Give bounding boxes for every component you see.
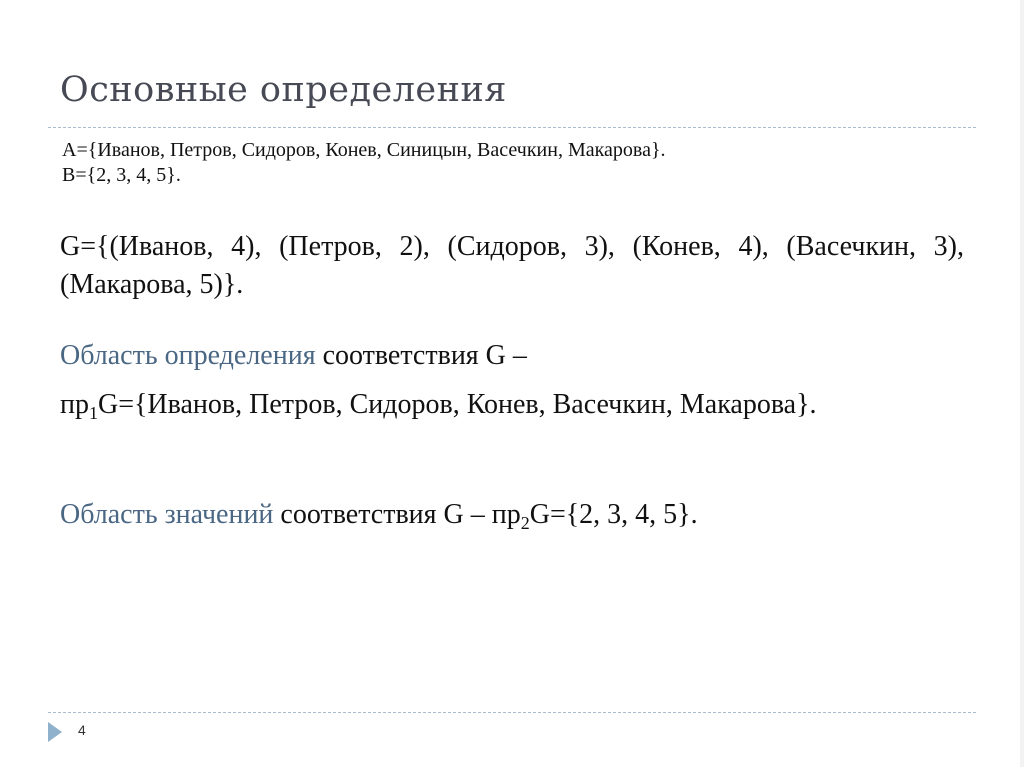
- title-divider: [48, 127, 976, 128]
- set-b: B={2, 3, 4, 5}.: [62, 164, 181, 186]
- domain-proj-value: G={Иванов, Петров, Сидоров, Конев, Васечкин, Макарова}.: [97, 389, 817, 420]
- range-proj-subscript: 2: [520, 513, 530, 533]
- sets-definition: [62, 138, 666, 188]
- range-proj-value: G={2, 3, 4, 5}.: [529, 499, 698, 530]
- footer-divider: [48, 712, 976, 713]
- triangle-right-icon: [48, 722, 62, 742]
- domain-proj-subscript: 1: [88, 403, 98, 423]
- range-definition: [60, 496, 964, 534]
- correspondence-g: G={(Иванов, 4), (Петров, 2), (Сидоров, 3), (Конев, 4), (Васечкин, 3), (Макарова, 5)}.: [60, 231, 964, 300]
- page-number: 4: [78, 722, 86, 738]
- domain-term: Область определения: [60, 340, 316, 371]
- domain-proj-prefix: пр: [60, 389, 89, 420]
- domain-heading: [60, 337, 964, 375]
- range-rest: соответствия G – пр: [273, 499, 521, 530]
- domain-projection: [60, 386, 964, 424]
- range-term: Область значений: [60, 499, 274, 530]
- domain-heading-rest: соответствия G –: [315, 340, 527, 371]
- set-a: A={Иванов, Петров, Сидоров, Конев, Синицын, Васечкин, Макарова}.: [62, 139, 666, 161]
- slide-right-edge: [1020, 0, 1024, 767]
- slide-title: Основные определения: [60, 70, 507, 110]
